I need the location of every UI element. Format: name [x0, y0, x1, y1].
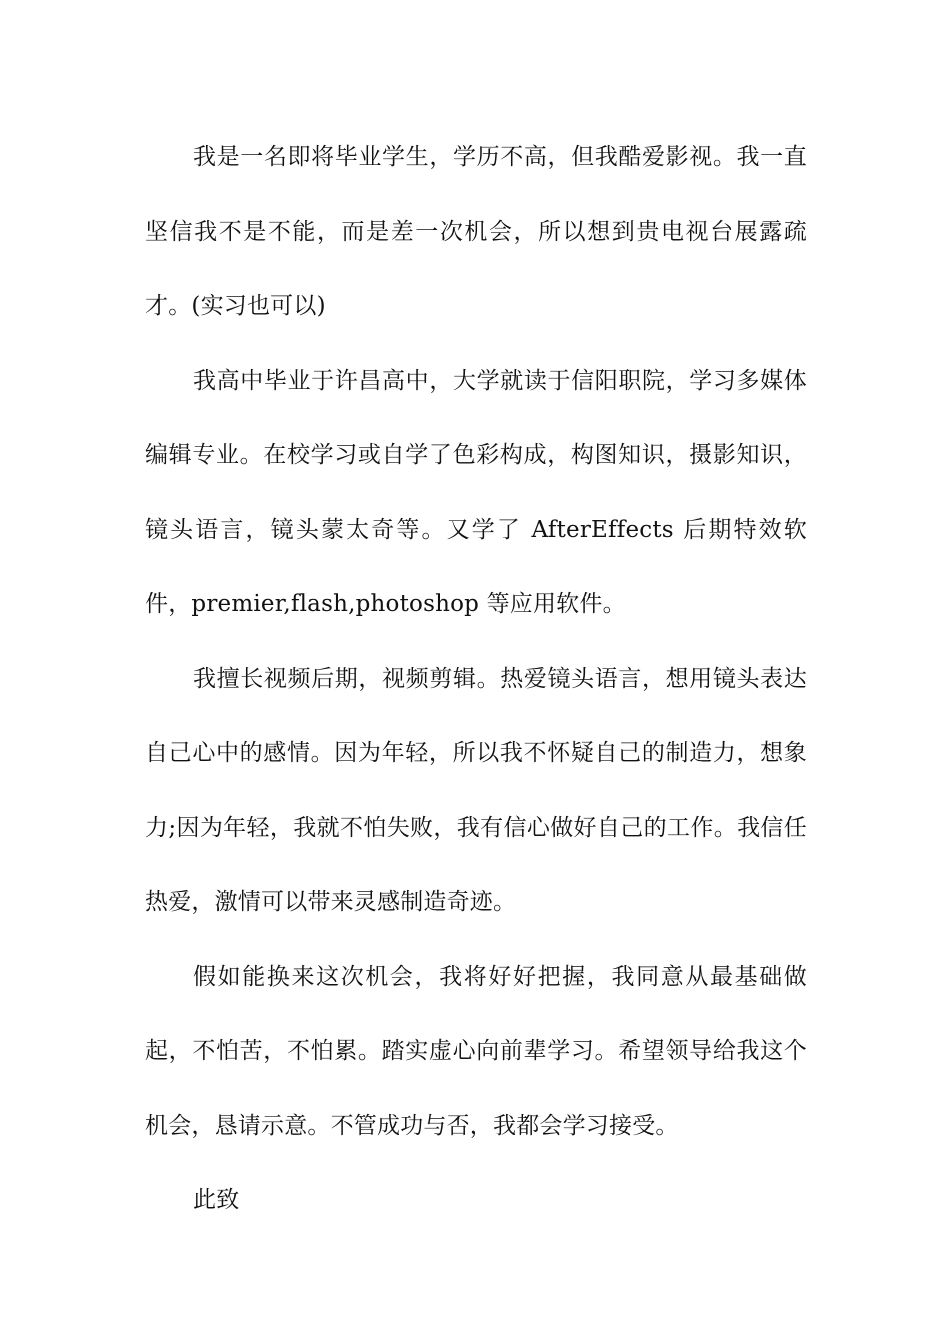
paragraph-education: 我高中毕业于许昌高中，大学就读于信阳职院，学习多媒体编辑专业。在校学习或自学了色彩构成，构图知识，摄影知识，镜头语言，镜头蒙太奇等。又学了 AfterEffects 后期特效软件，premier,flash,photoshop 等应用软件。 — [145, 367, 807, 617]
letter-body — [145, 120, 807, 1238]
closing-salutation: 此致 — [193, 1187, 240, 1213]
paragraph-intro: 我是一名即将毕业学生，学历不高，但我酷爱影视。我一直坚信我不是不能，而是差一次机会，所以想到贵电视台展露疏才。(实习也可以) — [145, 144, 807, 319]
paragraph-commitment: 假如能换来这次机会，我将好好把握，我同意从最基础做起，不怕苦，不怕累。踏实虚心向前辈学习。希望领导给我这个机会，恳请示意。不管成功与否，我都会学习接受。 — [145, 963, 807, 1139]
paragraph-skills: 我擅长视频后期，视频剪辑。热爱镜头语言，想用镜头表达自己心中的感情。因为年轻，所以我不怀疑自己的制造力，想象力;因为年轻，我就不怕失败，我有信心做好自己的工作。我信任热爱，激情可以带来灵感制造奇迹。 — [145, 665, 807, 915]
